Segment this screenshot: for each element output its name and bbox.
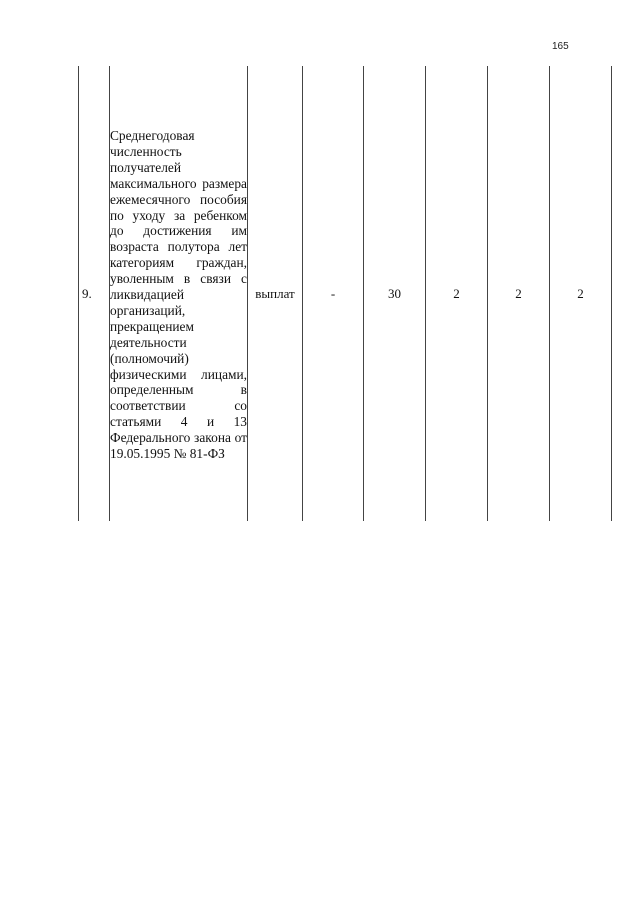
row-number: 9.	[79, 66, 110, 521]
value-cell-1: -	[303, 66, 364, 521]
value-cell-2: 30	[364, 66, 426, 521]
value-cell-4: 2	[488, 66, 550, 521]
indicators-table	[78, 66, 612, 521]
unit-of-measure: выплат	[248, 66, 303, 521]
indicator-description: Среднегодовая численность получателей максимального размера ежемесячного пособия по уходу за ребенком до достижения им возраста полутора лет категориям граждан, уволенным в связи с ликвидацией организаций, прекращением деятельности (полномочий) физическими лицами, определенным в соответствии со статьями 4 и 13 Федерального закона от 19.05.1995 № 81-ФЗ	[110, 127, 247, 462]
table-row	[79, 66, 612, 521]
page-number: 165	[552, 41, 569, 52]
value-cell-3: 2	[426, 66, 488, 521]
value-cell-5: 2	[550, 66, 612, 521]
indicator-description-cell	[110, 66, 248, 521]
